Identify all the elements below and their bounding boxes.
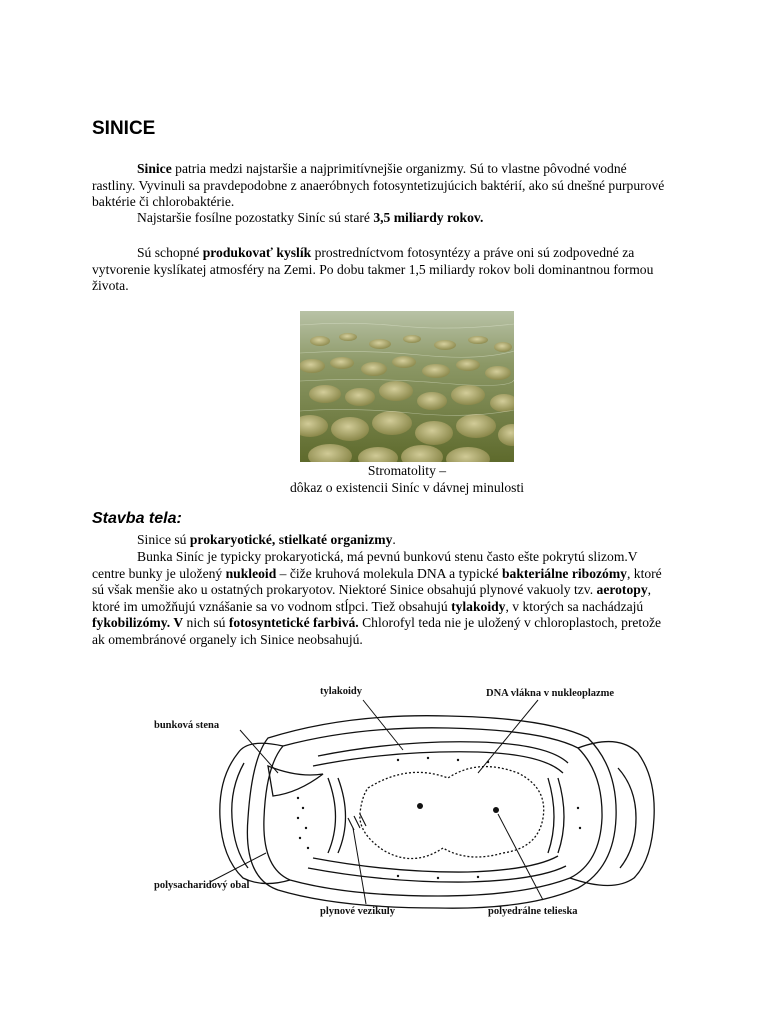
bold-term: prokaryotické, stielkaté organizmy [189,532,393,547]
text-run: . [392,532,396,547]
paragraph-fossils [92,210,672,227]
page-title: SINICE [92,118,156,139]
text-run: Sinice sú [137,532,190,547]
label-tylakoidy: tylakoidy [320,686,363,697]
bold-term: nukleoid [225,565,277,581]
bold-term: fykobilizómy. V [92,615,184,630]
label-plynove-vezikuly: plynové vezikuly [320,906,395,917]
paragraph-intro [92,161,672,211]
bold-term: bakteriálne ribozómy [502,565,627,581]
text-run: Bunka Siníc je typicky prokaryotická, má pevnú bunkovú stenu často ešte pokrytú slizom.V centre bunky je uložený [92,549,638,581]
text-run: Najstaršie fosílne pozostatky Siníc sú staré [137,210,374,225]
paragraph-oxygen [92,245,672,295]
bold-term: fotosyntetické farbivá. [228,615,359,630]
text-run: prostredníctvom fotosyntézy a práve oni sú zodpovedné za vytvorenie kyslíkatej atmosféry na Zemi. Po dobu takmer 1,5 miliardy rokov boli dominantnou formou života. [92,245,654,293]
text-run: , ktoré sú však menšie ako u ostatných prokaryotov. Niektoré Sinice obsahujú plynové vakuoly tzv. [92,565,662,597]
caption-line-2: dôkaz o existencii Siníc v dávnej minulosti [289,479,525,495]
section-heading: Stavba tela: [92,510,182,527]
label-bunkova-stena: bunková stena [154,720,220,731]
label-polyedralne-telieska: polyedrálne telieska [488,906,578,917]
cell-diagram [148,678,660,928]
paragraph-cell-structure [92,549,672,648]
outer-sheath [247,716,616,908]
right-cap-cell [570,742,654,886]
text-run: Sú schopné [137,245,203,260]
left-cap-cell [220,743,290,883]
nucleoplasm [360,767,544,859]
stromatolites-photo [300,311,514,462]
bold-term: tylakoidy [451,598,506,614]
text-run: , ktoré im umožňujú vznášanie sa vo vodnom stĺpci. Tiež obsahujú [92,582,652,614]
text-run: Chlorofyl teda nie je uložený v chloroplastoch, pretože ak omembránové organely ich Sinice neobsahujú. [92,615,662,647]
bold-term: Sinice [137,161,172,176]
text-run: patria medzi najstaršie a najprimitívnejšie organizmy. Sú to vlastne pôvodné vodné rastliny. Vyvinuli sa pravdepodobne z anaeróbnych fotosyntetizujúcich baktérií, ako sú dnešné purpurové baktérie či chlorobaktérie. [92,161,665,209]
text-run: nich sú [183,615,229,630]
text-run: , v ktorých sa nachádzajú [505,598,644,614]
caption-line-1: Stromatolity – [367,463,447,478]
photo-caption [200,463,614,496]
bold-term: produkovať kyslík [202,245,312,260]
bold-term: aerotopy [596,582,648,597]
label-dna: DNA vlákna v nukleoplazme [486,688,615,699]
bold-term: 3,5 miliardy rokov. [373,210,484,225]
label-polysacharidovy-obal: polysacharidový obal [154,880,250,891]
text-run: – čiže kruhová molekula DNA a typické [276,565,502,581]
paragraph-organisms [92,532,672,549]
